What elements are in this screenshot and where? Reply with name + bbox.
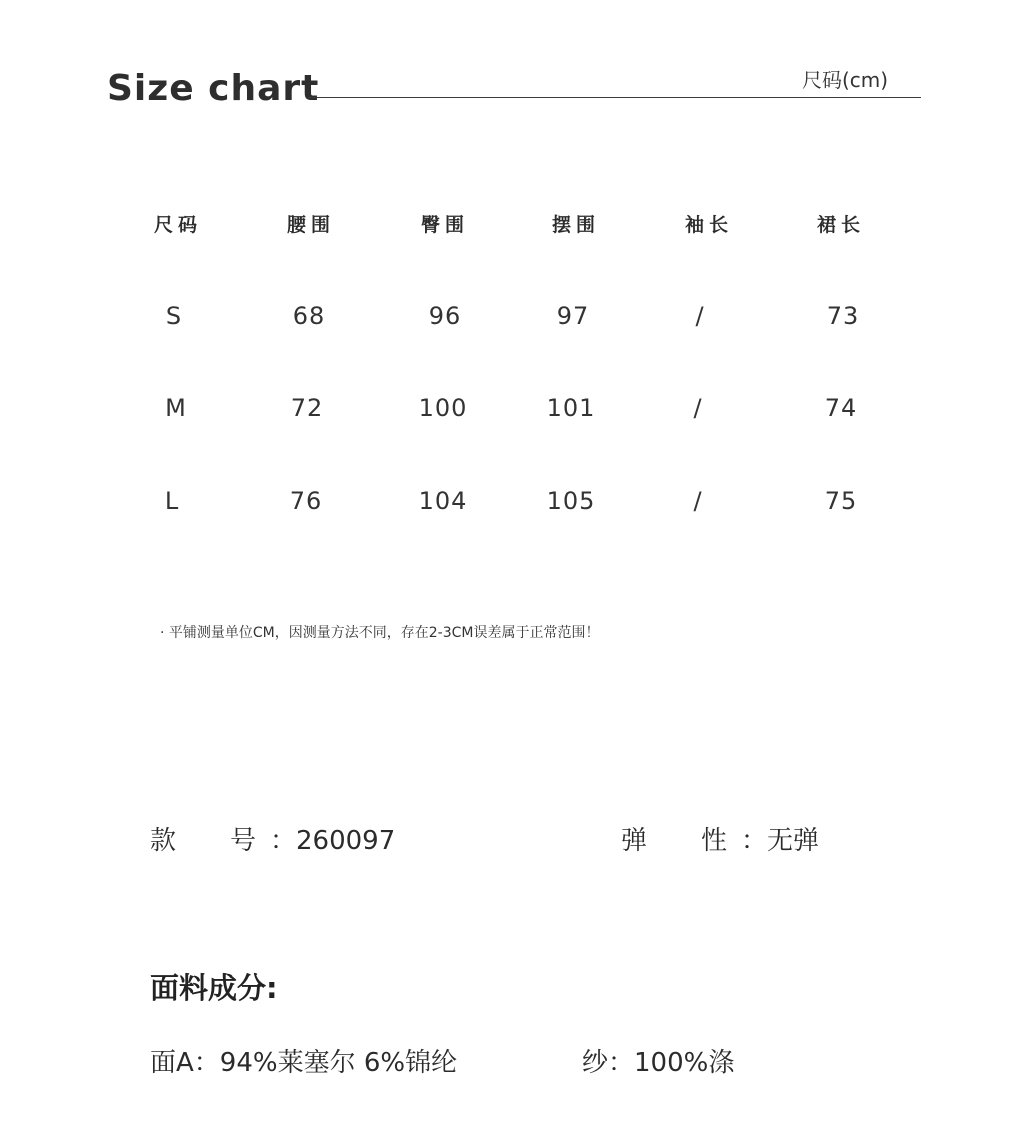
column-header-size: 尺码 <box>153 214 202 236</box>
page-title: Size chart <box>107 68 320 109</box>
elasticity <box>621 820 819 857</box>
column-header-length: 裙长 <box>816 214 865 236</box>
table-cell: 105 <box>546 487 596 515</box>
table-cell: 72 <box>290 394 324 422</box>
table-cell: M <box>165 394 187 422</box>
style-number <box>150 820 395 857</box>
column-header-sleeve: 袖长 <box>684 214 733 236</box>
table-cell: 100 <box>418 394 468 422</box>
table-cell: 101 <box>546 394 596 422</box>
style-number-label-a: 款 <box>150 826 177 856</box>
table-cell: / <box>693 394 703 422</box>
elasticity-value: 无弹 <box>767 826 820 856</box>
table-cell: 74 <box>824 394 858 422</box>
measurement-note: · 平铺测量单位CM，因测量方法不同，存在2-3CM误差属于正常范围！ <box>160 625 600 641</box>
table-cell: 73 <box>826 302 860 330</box>
elasticity-sep: ： <box>741 826 768 856</box>
column-header-waist: 腰围 <box>286 214 335 236</box>
table-cell: 96 <box>428 302 462 330</box>
fabric-yarn: 纱：100%涤 <box>582 1048 735 1078</box>
fabric-title: 面料成分: <box>150 971 278 1005</box>
style-number-sep: ： <box>270 826 297 856</box>
table-cell: / <box>693 487 703 515</box>
table-cell: / <box>695 302 705 330</box>
table-cell: L <box>164 487 180 515</box>
style-number-value: 260097 <box>296 826 396 856</box>
table-cell: S <box>165 302 183 330</box>
header-divider <box>308 97 921 98</box>
style-number-label-b: 号 <box>230 826 257 856</box>
column-header-hip: 臀围 <box>420 214 469 236</box>
table-cell: 97 <box>556 302 590 330</box>
column-header-hem: 摆围 <box>551 214 600 236</box>
unit-label: 尺码(cm) <box>802 68 889 92</box>
fabric-main: 面A：94%莱塞尔 6%锦纶 <box>150 1048 458 1078</box>
table-cell: 68 <box>292 302 326 330</box>
table-cell: 104 <box>418 487 468 515</box>
table-cell: 76 <box>289 487 323 515</box>
table-cell: 75 <box>824 487 858 515</box>
elasticity-label-b: 性 <box>701 826 728 856</box>
elasticity-label-a: 弹 <box>621 826 648 856</box>
